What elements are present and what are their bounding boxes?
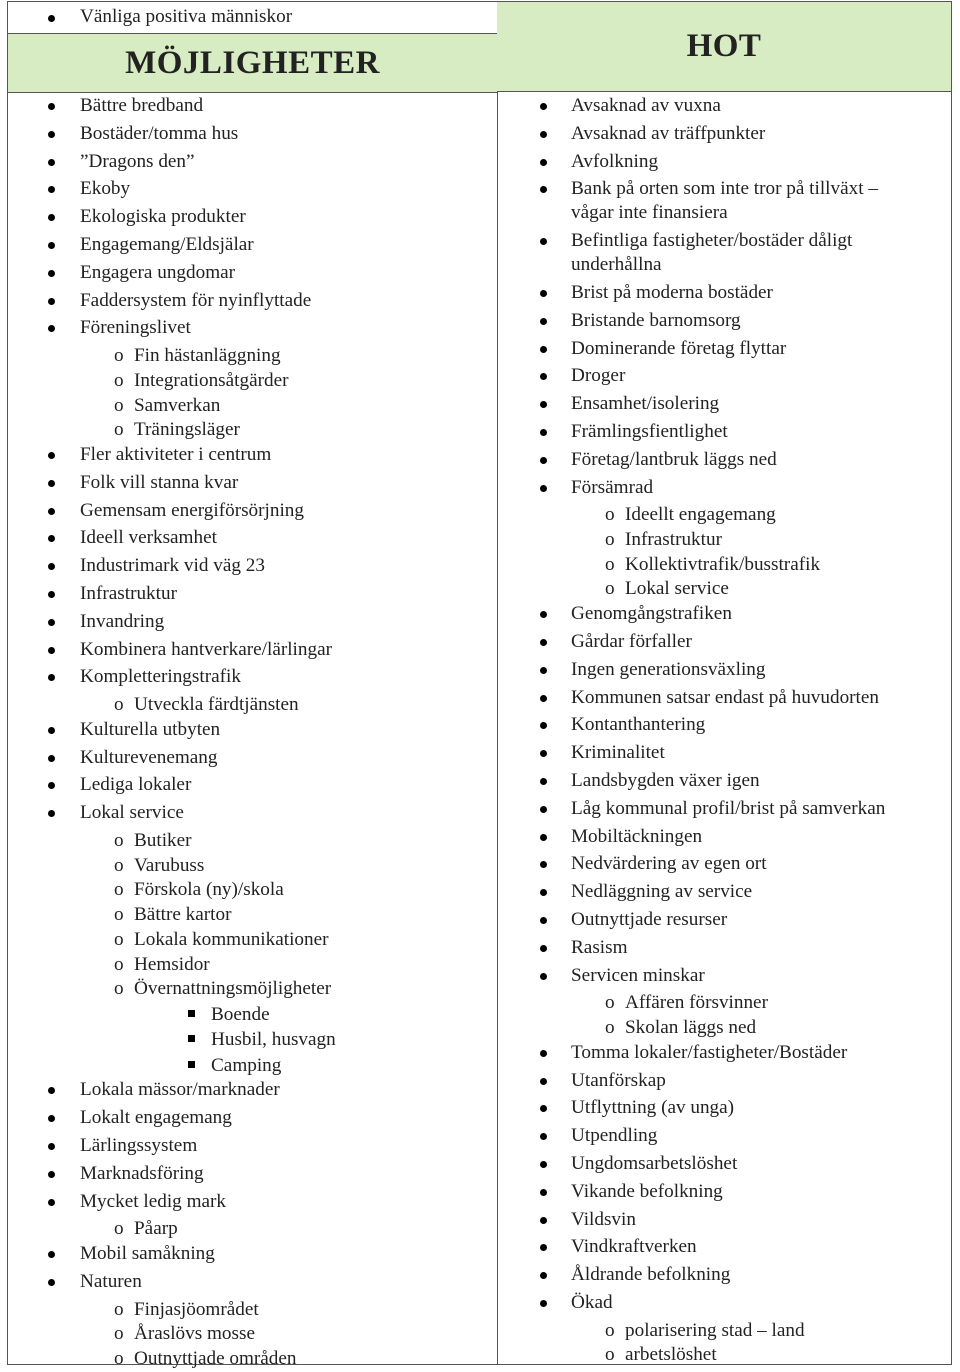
bullet-icon xyxy=(540,750,547,757)
threats-column xyxy=(497,2,951,1364)
bullet-icon xyxy=(48,325,55,332)
list-item-text: Gemensam energiförsörjning xyxy=(80,499,304,521)
list-item xyxy=(497,229,951,277)
bullet-icon xyxy=(48,591,55,598)
list-item-text: Infrastruktur xyxy=(80,582,177,604)
sub-bullet-icon: o xyxy=(114,854,124,876)
sub-bullet-icon: o xyxy=(114,1323,124,1345)
list-item-text: Ensamhet/isolering xyxy=(571,393,720,415)
list-item xyxy=(497,1319,951,1344)
list-item-text: Kontanthantering xyxy=(571,714,706,736)
opportunities-column xyxy=(8,2,498,1370)
bullet-icon xyxy=(540,778,547,785)
list-item xyxy=(497,964,951,988)
list-item xyxy=(8,829,497,854)
sub-bullet-icon: o xyxy=(114,369,124,391)
list-item xyxy=(8,773,497,797)
bullet-icon xyxy=(540,186,547,193)
list-item xyxy=(497,1180,951,1204)
list-item xyxy=(497,1208,951,1232)
bullet-icon xyxy=(540,429,547,436)
list-item-text: Hemsidor xyxy=(134,953,210,975)
list-item xyxy=(8,1347,497,1372)
list-item xyxy=(497,420,951,444)
list-item xyxy=(8,582,497,606)
list-item xyxy=(497,741,951,765)
list-item xyxy=(8,394,497,419)
list-item-text: Försämrad xyxy=(571,476,654,498)
sub-bullet-icon: o xyxy=(114,394,124,416)
list-item xyxy=(497,852,951,876)
list-item-text: Infrastruktur xyxy=(625,529,722,551)
list-item xyxy=(8,1053,497,1079)
list-item xyxy=(8,233,497,257)
list-item xyxy=(497,337,951,361)
list-item xyxy=(8,344,497,369)
list-item xyxy=(497,1343,951,1368)
list-item-text: Camping xyxy=(211,1054,282,1076)
list-item-text: Lokala kommunikationer xyxy=(134,928,329,950)
list-item xyxy=(497,1016,951,1041)
bullet-icon xyxy=(540,131,547,138)
list-item-text: Naturen xyxy=(80,1270,142,1292)
list-item-text: Ingen generationsväxling xyxy=(571,658,766,680)
list-item xyxy=(8,953,497,978)
bullet-icon xyxy=(540,945,547,952)
list-item xyxy=(8,369,497,394)
sub-bullet-icon: o xyxy=(114,953,124,975)
sub-bullet-icon: o xyxy=(605,1319,615,1341)
list-item xyxy=(497,177,951,225)
list-item-text: Mobil samåkning xyxy=(80,1243,215,1265)
list-item-text: Övernattningsmöjligheter xyxy=(134,978,332,1000)
sub-bullet-icon: o xyxy=(114,978,124,1000)
list-item xyxy=(497,658,951,682)
list-item-text: Vikande befolkning xyxy=(571,1180,723,1202)
list-item-text: Ekoby xyxy=(80,178,131,200)
list-item-text: Utflyttning (av unga) xyxy=(571,1097,735,1119)
sub-bullet-icon: o xyxy=(114,345,124,367)
bullet-icon xyxy=(48,535,55,542)
list-item-text: Folk vill stanna kvar xyxy=(80,471,239,493)
bullet-icon xyxy=(540,917,547,924)
bullet-icon xyxy=(540,1105,547,1112)
bullet-icon xyxy=(540,346,547,353)
opportunities-list xyxy=(8,94,497,1372)
list-item xyxy=(497,1069,951,1093)
sub-bullet-icon: o xyxy=(605,1017,615,1039)
list-item xyxy=(8,801,497,825)
list-item xyxy=(8,150,497,174)
list-item xyxy=(497,1235,951,1259)
list-item-text: Utpendling xyxy=(571,1125,658,1147)
sub-bullet-icon: o xyxy=(114,904,124,926)
list-item xyxy=(497,797,951,821)
list-item xyxy=(8,1078,497,1102)
list-item-text: Träningsläger xyxy=(134,419,240,441)
list-item xyxy=(8,94,497,118)
list-item-text: Föreningslivet xyxy=(80,317,191,339)
bullet-icon xyxy=(48,480,55,487)
list-item xyxy=(8,1242,497,1266)
threats-list xyxy=(497,94,951,1368)
list-item xyxy=(497,448,951,472)
square-bullet-icon xyxy=(188,1010,195,1017)
sub-bullet-icon: o xyxy=(114,1298,124,1320)
list-item xyxy=(8,1298,497,1323)
list-item-text: Outnyttjade områden xyxy=(134,1348,297,1370)
bullet-icon xyxy=(540,806,547,813)
list-item xyxy=(8,418,497,443)
list-item-text: Vänliga positiva människor xyxy=(80,6,293,27)
list-item-text: Marknadsföring xyxy=(80,1162,204,1184)
bullet-icon xyxy=(48,674,55,681)
list-item-text: Mobiltäckningen xyxy=(571,825,703,847)
bullet-icon xyxy=(48,298,55,305)
list-item xyxy=(497,577,951,602)
bullet-icon xyxy=(48,270,55,277)
list-item xyxy=(8,205,497,229)
list-item-text: Bättre bredband xyxy=(80,95,204,116)
bullet-icon xyxy=(48,647,55,654)
list-item-text: Vildsvin xyxy=(571,1208,636,1230)
bullet-icon xyxy=(540,1217,547,1224)
bullet-icon xyxy=(48,1087,55,1094)
bullet-icon xyxy=(540,889,547,896)
list-item xyxy=(497,281,951,305)
list-item-text: Kompletteringstrafik xyxy=(80,666,241,688)
list-item-text: Engagera ungdomar xyxy=(80,261,236,283)
list-item-text: Faddersystem för nyinflyttade xyxy=(80,289,312,311)
bullet-icon xyxy=(540,861,547,868)
bullet-icon xyxy=(48,782,55,789)
bullet-icon xyxy=(48,1251,55,1258)
list-item xyxy=(8,638,497,662)
list-item xyxy=(8,471,497,495)
list-item-text: Vindkraftverken xyxy=(571,1236,697,1258)
list-item-text: Fin hästanläggning xyxy=(134,345,281,367)
bullet-icon xyxy=(540,373,547,380)
sub-bullet-icon: o xyxy=(114,1218,124,1240)
bullet-icon xyxy=(540,457,547,464)
list-item-text: Åldrande befolkning xyxy=(571,1264,731,1286)
list-item xyxy=(497,686,951,710)
list-item-text: Lokala mässor/marknader xyxy=(80,1079,280,1101)
bullet-icon xyxy=(540,667,547,674)
list-item xyxy=(8,665,497,689)
list-item xyxy=(497,122,951,146)
sub-bullet-icon: o xyxy=(114,879,124,901)
bullet-icon xyxy=(540,1078,547,1085)
bullet-icon xyxy=(48,1171,55,1178)
list-item-text: Bristande barnomsorg xyxy=(571,309,741,331)
list-item-text: Bättre kartor xyxy=(134,904,232,926)
bullet-icon xyxy=(540,1244,547,1251)
list-item-text: Brist på moderna bostäder xyxy=(571,281,773,303)
list-item xyxy=(497,825,951,849)
list-item xyxy=(8,903,497,928)
list-item xyxy=(497,1124,951,1148)
bullet-icon xyxy=(48,186,55,193)
list-item-text: Kombinera hantverkare/lärlingar xyxy=(80,638,332,660)
sub-bullet-icon: o xyxy=(114,419,124,441)
list-item xyxy=(8,122,497,146)
list-item xyxy=(497,94,951,118)
list-item xyxy=(8,499,497,523)
bullet-icon xyxy=(540,611,547,618)
bullet-icon xyxy=(48,15,55,22)
list-item-text: Lokalt engagemang xyxy=(80,1107,232,1129)
list-item xyxy=(8,693,497,718)
list-item xyxy=(8,746,497,770)
bullet-icon xyxy=(48,727,55,734)
list-item-text: Företag/lantbruk läggs ned xyxy=(571,448,777,470)
list-item xyxy=(8,1217,497,1242)
bullet-icon xyxy=(540,1300,547,1307)
list-item-text: Lokal service xyxy=(80,802,184,824)
bullet-icon xyxy=(48,1143,55,1150)
list-item-text: Dominerande företag flyttar xyxy=(571,337,787,359)
list-item-text: Skolan läggs ned xyxy=(625,1017,757,1039)
list-item-text: Butiker xyxy=(134,830,192,852)
bullet-icon xyxy=(540,318,547,325)
list-item-text: Ungdomsarbetslöshet xyxy=(571,1152,738,1174)
list-item xyxy=(497,1041,951,1065)
list-item xyxy=(8,443,497,467)
list-item-text: Ideellt engagemang xyxy=(625,504,776,526)
bullet-icon xyxy=(540,639,547,646)
list-item-text: Finjasjöområdet xyxy=(134,1298,259,1320)
sub-bullet-icon: o xyxy=(605,553,615,575)
sub-bullet-icon: o xyxy=(605,1344,615,1366)
bullet-icon xyxy=(540,401,547,408)
list-item-text: Kulturevenemang xyxy=(80,746,218,768)
sub-bullet-icon: o xyxy=(114,928,124,950)
list-item-text: Ekologiska produkter xyxy=(80,206,246,228)
list-item-text: Nedläggning av service xyxy=(571,881,753,903)
list-item-text: Mycket ledig mark xyxy=(80,1190,226,1212)
list-item-text: Främlingsfientlighet xyxy=(571,420,728,442)
list-item-text: polarisering stad – land xyxy=(625,1319,805,1341)
list-item xyxy=(497,1096,951,1120)
bullet-icon xyxy=(48,242,55,249)
list-item xyxy=(8,1027,497,1053)
list-item-text: Kommunen satsar endast på huvudorten xyxy=(571,686,879,708)
list-item xyxy=(8,289,497,313)
list-item-text: Servicen minskar xyxy=(571,964,705,986)
list-item xyxy=(8,1270,497,1294)
bullet-icon xyxy=(48,214,55,221)
list-item xyxy=(8,1134,497,1158)
list-item xyxy=(8,177,497,201)
list-item-text: Rasism xyxy=(571,936,628,958)
list-item xyxy=(497,1152,951,1176)
list-item xyxy=(8,554,497,578)
list-item-text: Kriminalitet xyxy=(571,742,665,764)
strengths-tail-item xyxy=(8,5,497,31)
list-item-text: Lokal service xyxy=(625,578,729,600)
list-item xyxy=(8,610,497,634)
list-item-text: Ideell verksamhet xyxy=(80,527,217,549)
list-item xyxy=(497,150,951,174)
list-item-text: Bostäder/tomma hus xyxy=(80,122,239,144)
sub-bullet-icon: o xyxy=(114,830,124,852)
bullet-icon xyxy=(540,1133,547,1140)
list-item xyxy=(497,309,951,333)
list-item-text: Utveckla färdtjänsten xyxy=(134,694,299,716)
list-item-text: Tomma lokaler/fastigheter/Bostäder xyxy=(571,1041,848,1063)
list-item xyxy=(497,1263,951,1287)
list-item-text: Boende xyxy=(211,1003,270,1025)
list-item-text: Affären försvinner xyxy=(625,992,768,1014)
list-item-text: Åraslövs mosse xyxy=(134,1323,255,1345)
list-item xyxy=(8,977,497,1002)
bullet-icon xyxy=(48,619,55,626)
list-item xyxy=(497,880,951,904)
sub-bullet-icon: o xyxy=(605,529,615,551)
threats-header xyxy=(497,2,951,92)
list-item xyxy=(497,769,951,793)
sub-bullet-icon: o xyxy=(114,1348,124,1370)
sub-bullet-icon: o xyxy=(605,578,615,600)
list-item-text: Industrimark vid väg 23 xyxy=(80,555,265,577)
column-title: HOT xyxy=(686,28,762,64)
list-item-text: arbetslöshet xyxy=(625,1344,717,1366)
swot-table xyxy=(7,1,952,1370)
list-item xyxy=(497,528,951,553)
list-item-text: Kulturella utbyten xyxy=(80,718,221,740)
list-item xyxy=(497,364,951,388)
list-item-text: Invandring xyxy=(80,610,165,632)
list-item xyxy=(8,854,497,879)
list-item xyxy=(497,936,951,960)
bullet-icon xyxy=(48,103,55,110)
list-item-text: Landsbygden växer igen xyxy=(571,769,760,791)
list-item-text: Samverkan xyxy=(134,394,221,416)
list-item-text: ”Dragons den” xyxy=(80,150,195,172)
list-item xyxy=(8,1002,497,1028)
bullet-icon xyxy=(48,1279,55,1286)
list-item xyxy=(8,1162,497,1186)
list-item-text: Husbil, husvagn xyxy=(211,1029,336,1051)
list-item xyxy=(8,718,497,742)
bullet-icon xyxy=(48,159,55,166)
list-item-text: Avfolkning xyxy=(571,150,659,172)
list-item-text: Lärlingssystem xyxy=(80,1135,198,1157)
list-item-text: Nedvärdering av egen ort xyxy=(571,853,767,875)
bullet-icon xyxy=(48,1115,55,1122)
list-item-text: Outnyttjade resurser xyxy=(571,908,728,930)
list-item-text: Gårdar förfaller xyxy=(571,630,692,652)
bullet-icon xyxy=(540,722,547,729)
list-item xyxy=(8,1106,497,1130)
list-item xyxy=(497,503,951,528)
list-item-text: Befintliga fastigheter/bostäder dåligt underhållna xyxy=(571,230,853,276)
list-item-text: Avsaknad av vuxna xyxy=(571,95,721,116)
square-bullet-icon xyxy=(188,1061,195,1068)
list-item-text: Ökad xyxy=(571,1291,613,1313)
list-item-text: Förskola (ny)/skola xyxy=(134,879,284,901)
bullet-icon xyxy=(48,452,55,459)
list-item xyxy=(497,476,951,500)
opportunities-header xyxy=(8,33,497,93)
bullet-icon xyxy=(48,1199,55,1206)
bullet-icon xyxy=(540,1189,547,1196)
bullet-icon xyxy=(540,1272,547,1279)
list-item xyxy=(8,1322,497,1347)
bullet-icon xyxy=(540,1161,547,1168)
bullet-icon xyxy=(540,159,547,166)
list-item xyxy=(8,316,497,340)
bullet-icon xyxy=(48,755,55,762)
list-item-text: Låg kommunal profil/brist på samverkan xyxy=(571,797,886,819)
list-item-text: Bank på orten som inte tror på tillväxt – vågar inte finansiera xyxy=(571,178,878,224)
column-title: MÖJLIGHETER xyxy=(125,44,380,81)
bullet-icon xyxy=(48,810,55,817)
list-item-text: Droger xyxy=(571,365,626,387)
list-item xyxy=(8,1190,497,1214)
bullet-icon xyxy=(540,1050,547,1057)
bullet-icon xyxy=(540,973,547,980)
list-item-text: Utanförskap xyxy=(571,1069,666,1091)
list-item-text: Påarp xyxy=(134,1218,178,1240)
list-item xyxy=(497,630,951,654)
bullet-icon xyxy=(540,695,547,702)
bullet-icon xyxy=(540,485,547,492)
list-item xyxy=(497,713,951,737)
bullet-icon xyxy=(48,563,55,570)
bullet-icon xyxy=(48,131,55,138)
sub-bullet-icon: o xyxy=(605,992,615,1014)
list-item xyxy=(497,392,951,416)
sub-bullet-icon: o xyxy=(114,694,124,716)
list-item xyxy=(8,526,497,550)
list-item-text: Engagemang/Eldsjälar xyxy=(80,233,254,255)
bullet-icon xyxy=(540,290,547,297)
sub-bullet-icon: o xyxy=(605,504,615,526)
list-item xyxy=(8,261,497,285)
list-item xyxy=(497,602,951,626)
list-item-text: Kollektivtrafik/busstrafik xyxy=(625,553,821,575)
list-item-text: Avsaknad av träffpunkter xyxy=(571,122,766,144)
bullet-icon xyxy=(48,508,55,515)
bullet-icon xyxy=(540,238,547,245)
list-item-text: Genomgångstrafiken xyxy=(571,603,732,625)
bullet-icon xyxy=(540,834,547,841)
list-item-text: Varubuss xyxy=(134,854,205,876)
list-item-text: Lediga lokaler xyxy=(80,774,192,796)
list-item xyxy=(497,991,951,1016)
list-item xyxy=(497,1291,951,1315)
list-item xyxy=(497,553,951,578)
list-item xyxy=(497,908,951,932)
bullet-icon xyxy=(540,103,547,110)
list-item-text: Fler aktiviteter i centrum xyxy=(80,443,272,465)
square-bullet-icon xyxy=(188,1035,195,1042)
list-item xyxy=(8,878,497,903)
list-item xyxy=(8,928,497,953)
list-item-text: Integrationsåtgärder xyxy=(134,369,289,391)
